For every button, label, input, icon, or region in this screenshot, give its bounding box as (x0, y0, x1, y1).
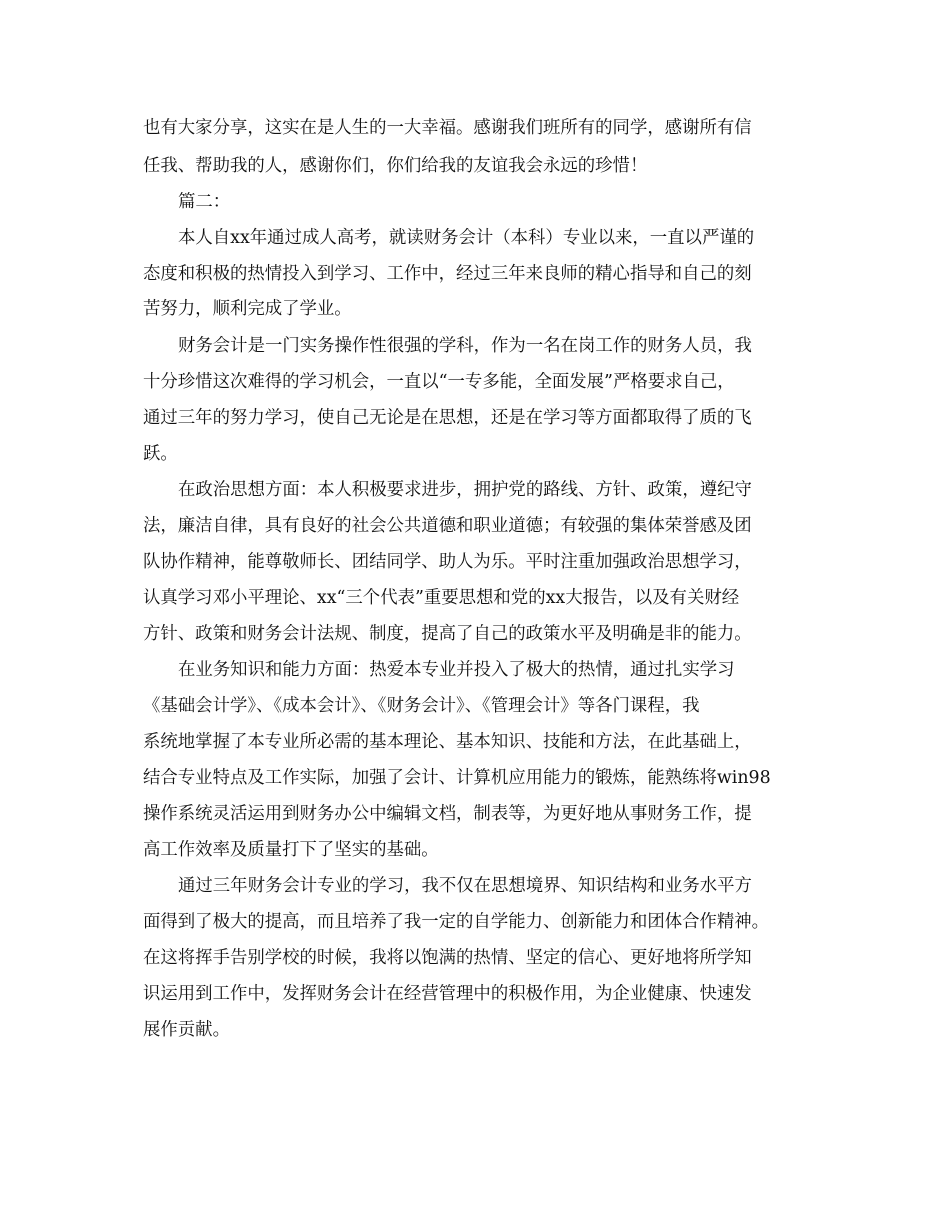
text-line: 在业务知识和能力方面：热爱本专业并投入了极大的热情，通过扎实学习 (178, 660, 735, 680)
text-line: 结合专业特点及工作实际，加强了会计、计算机应用能力的锻炼，能熟练将win98 (143, 768, 771, 788)
text-line: 识运用到工作中，发挥财务会计在经营管理中的积极作用，为企业健康、快速发 (143, 984, 752, 1004)
text-line: 任我、帮助我的人，感谢你们，你们给我的友谊我会永远的珍惜！ (143, 156, 648, 176)
text-line: 法，廉洁自律，具有良好的社会公共道德和职业道德；有较强的集体荣誉感及团 (143, 516, 752, 536)
text-line: 系统地掌握了本专业所必需的基本理论、基本知识、技能和方法，在此基础上， (143, 732, 752, 752)
section-heading: 篇二： (178, 192, 231, 212)
text-line: 态度和积极的热情投入到学习、工作中，经过三年来良师的精心指导和自己的刻 (143, 264, 752, 284)
text-line: 方针、政策和财务会计法规、制度，提高了自己的政策水平及明确是非的能力。 (143, 624, 752, 644)
text-line: 通过三年的努力学习，使自己无论是在思想，还是在学习等方面都取得了质的飞 (143, 408, 752, 428)
text-line: 在政治思想方面：本人积极要求进步，拥护党的路线、方针、政策，遵纪守 (178, 480, 752, 500)
text-line: 认真学习邓小平理论、xx“三个代表”重要思想和党的xx大报告，以及有关财经 (143, 588, 740, 608)
text-line: 苦努力，顺利完成了学业。 (143, 299, 352, 319)
text-line: 十分珍惜这次难得的学习机会，一直以“一专多能，全面发展”严格要求自己， (143, 372, 735, 392)
text-line: 高工作效率及质量打下了坚实的基础。 (143, 840, 439, 860)
text-line: 本人自xx年通过成人高考，就读财务会计（本科）专业以来，一直以严谨的 (178, 228, 755, 248)
text-line: 跃。 (143, 444, 178, 464)
text-line: 也有大家分享，这实在是人生的一大幸福。感谢我们班所有的同学，感谢所有信 (143, 118, 752, 138)
text-line: 队协作精神，能尊敬师长、团结同学、助人为乐。平时注重加强政治思想学习， (143, 552, 752, 572)
text-line: 《基础会计学》、《成本会计》、《财务会计》、《管理会计》等各门课程，我 (143, 696, 700, 716)
text-line: 财务会计是一门实务操作性很强的学科，作为一名在岗工作的财务人员，我 (178, 336, 752, 356)
text-line: 操作系统灵活运用到财务办公中编辑文档，制表等，为更好地从事财务工作，提 (143, 804, 752, 824)
text-line: 在这将挥手告别学校的时候，我将以饱满的热情、坚定的信心、更好地将所学知 (143, 948, 752, 968)
text-line: 面得到了极大的提高，而且培养了我一定的自学能力、创新能力和团体合作精神。 (143, 912, 770, 932)
text-line: 通过三年财务会计专业的学习，我不仅在思想境界、知识结构和业务水平方 (178, 876, 752, 896)
text-line: 展作贡献。 (143, 1020, 230, 1040)
